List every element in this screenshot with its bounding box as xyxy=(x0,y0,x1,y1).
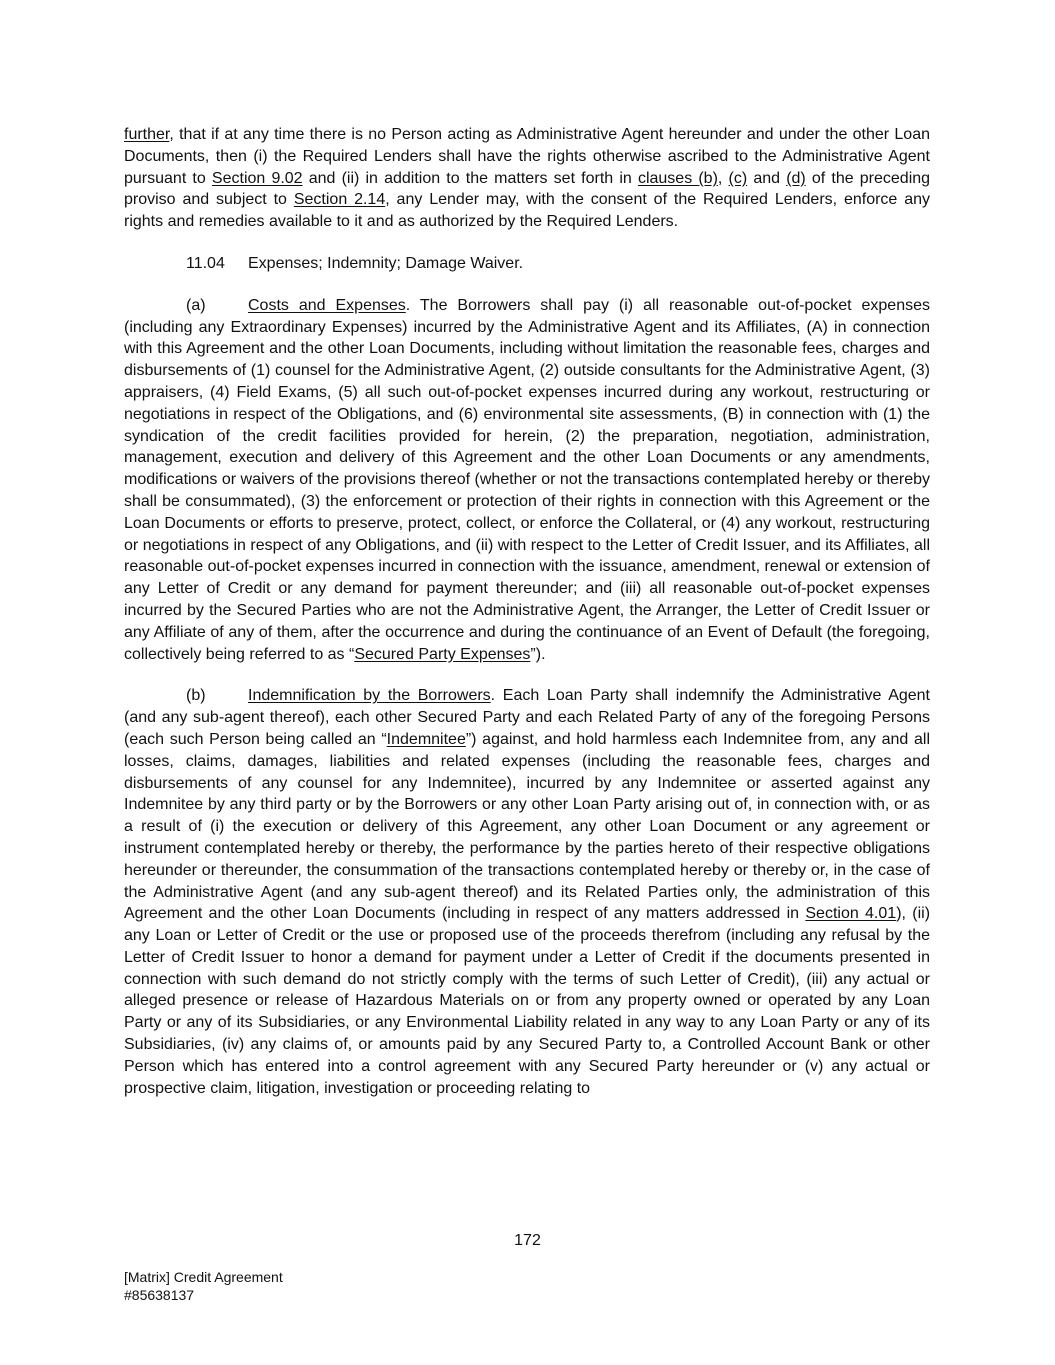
section-heading xyxy=(124,253,930,275)
paragraph-costs-and-expenses: (a) Costs and Expenses. The Borrowers shall pay (i) all reasonable out-of-pocket expenses (including any Extraordinary Expenses) incurred by the Administrative Agent and its Affiliates, (A) in connection with this Agreement and the other Loan Documents, including without limitation the reasonable fees, charges and disbursements of (1) counsel for the Administrative Agent, (2) outside consultants for the Administrative Agent, (3) appraisers, (4) Field Exams, (5) all such out-of-pocket expenses incurred during any workout, restructuring or negotiations in respect of the Obligations, and (6) environmental site assessments, (B) in connection with (1) the syndication of the credit facilities provided for herein, (2) the preparation, negotiation, administration, management, execution and delivery of this Agreement and the other Loan Documents or any amendments, modifications or waivers of the provisions thereof (whether or not the transactions contemplated hereby or thereby shall be consummated), (3) the enforcement or protection of their rights in connection with this Agreement or the Loan Documents or efforts to preserve, protect, collect, or enforce the Collateral, or (4) any workout, restructuring or negotiations in respect of any Obligations, and (ii) with respect to the Letter of Credit Issuer, and its Affiliates, all reasonable out-of-pocket expenses incurred in connection with the issuance, amendment, renewal or extension of any Letter of Credit or any demand for payment thereunder; and (iii) all reasonable out-of-pocket expenses incurred by the Secured Parties who are not the Administrative Agent, the Arranger, the Letter of Credit Issuer or any Affiliate of any of them, after the occurrence and during the continuance of an Event of Default (the foregoing, collectively being referred to as “Secured Party Expenses”). xyxy=(124,296,931,663)
term-secured-party-expenses: Secured Party Expenses xyxy=(354,645,531,663)
clause-label-a: (a) xyxy=(186,296,206,314)
footer-doc-id: #85638137 xyxy=(124,1287,195,1303)
footer-doc-title: [Matrix] Credit Agreement xyxy=(124,1269,283,1285)
term-further: further xyxy=(124,126,170,143)
term-costs-and-expenses: Costs and Expenses xyxy=(248,296,406,314)
section-number: 11.04 xyxy=(186,254,225,272)
ref-section-9-02: Section 9.02 xyxy=(211,169,303,187)
clause-label-b: (b) xyxy=(186,687,206,705)
document-footer xyxy=(124,1268,283,1304)
term-indemnification-by-borrowers: Indemnification by the Borrowers xyxy=(248,687,491,705)
paragraph-proviso-continuation: further, that if at any time there is no Person acting as Administrative Agent hereunder and under the other Loan Documents, then (i) the Required Lenders shall have the rights otherwise ascribed to the Administrative Agent pursuant to Section 9.02 and (ii) in addition to the matters set forth in clauses (b), (c) and (d) of the preceding proviso and subject to Section 2.14, any Lender may, with the consent of the Required Lenders, enforce any rights and remedies available to it and as authorized by the Required Lenders. xyxy=(124,126,931,231)
paragraph-indemnification: (b) Indemnification by the Borrowers. Each Loan Party shall indemnify the Administrative Agent (and any sub-agent thereof), each other Secured Party and each Related Party of any of the foregoing Persons (each such Person being called an “Indemnitee”) against, and hold harmless each Indemnitee from, any and all losses, claims, damages, liabilities and related expenses (including the reasonable fees, charges and disbursements of any counsel for any Indemnitee), incurred by any Indemnitee or asserted against any Indemnitee by any third party or by the Borrowers or any other Loan Party arising out of, in connection with, or as a result of (i) the execution or delivery of this Agreement, any other Loan Document or any agreement or instrument contemplated hereby or thereby, the performance by the parties hereto of their respective obligations hereunder or thereunder, the consummation of the transactions contemplated hereby or thereby or, in the case of the Administrative Agent (and any sub-agent thereof) and its Related Parties only, the administration of this Agreement and the other Loan Documents (including in respect of any matters addressed in Section 4.01), (ii) any Loan or Letter of Credit or the use or proposed use of the proceeds therefrom (including any refusal by the Letter of Credit Issuer to honor a demand for payment under a Letter of Credit if the documents presented in connection with such demand do not strictly comply with the terms of such Letter of Credit), (iii) any actual or alleged presence or release of Hazardous Materials on or from any property owned or operated by any Loan Party or any of its Subsidiaries, or any Environmental Liability related in any way to any Loan Party or any of its Subsidiaries, (iv) any claims of, or amounts paid by any Secured Party to, a Controlled Account Bank or other Person which has entered into a control agreement with any Secured Party hereunder or (v) any actual or prospective claim, litigation, investigation or proceeding relating to xyxy=(124,687,931,1097)
ref-clauses-b: clauses (b) xyxy=(637,169,718,187)
document-body xyxy=(124,124,930,1099)
ref-clause-d: (d) xyxy=(786,169,806,187)
section-title: Expenses; Indemnity; Damage Waiver. xyxy=(248,254,524,272)
term-indemnitee: Indemnitee xyxy=(386,730,466,748)
ref-section-4-01: Section 4.01 xyxy=(805,905,897,923)
page-number: 172 xyxy=(514,1232,541,1249)
ref-section-2-14: Section 2.14 xyxy=(293,191,386,209)
ref-clause-c: (c) xyxy=(728,169,748,187)
